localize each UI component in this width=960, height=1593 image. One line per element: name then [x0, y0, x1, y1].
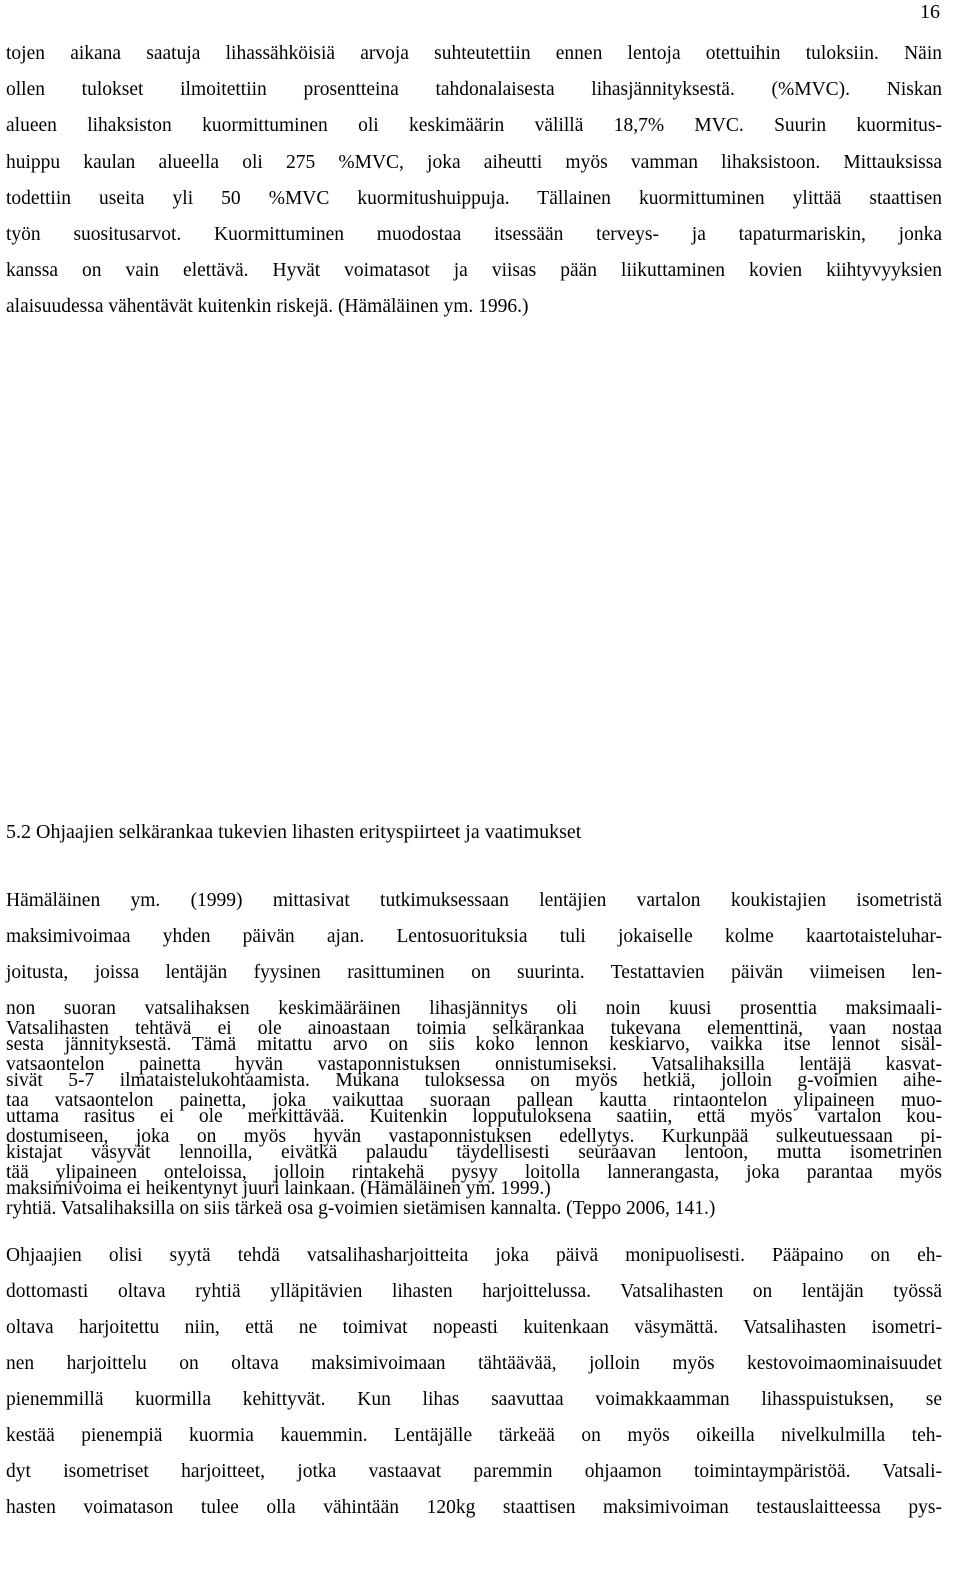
paragraph-abdominal-function: [6, 1011, 942, 1227]
text-line: työn suositusarvot. Kuormittuminen muodostaa itsessään terveys- ja tapaturmariskin, jonka: [6, 223, 942, 245]
text-line: tojen aikana saatuja lihassähköisiä arvoja suhteutettiin ennen lentoja otettuihin tuloksiin. Näin: [6, 43, 942, 64]
text-line: kestää pienempiä kuormia kauemmin. Lentäjälle tärkeää on myös oikeilla nivelkulmilla teh-: [6, 1425, 942, 1446]
text-line: pienemmillä kuormilla kehittyvät. Kun lihas saavuttaa voimakkaamman lihasspuistuksen, se: [6, 1389, 942, 1410]
text-line: hasten voimatason tulee olla vähintään 120kg staattisen maksimivoiman testauslaitteessa pys-: [6, 1497, 942, 1518]
paragraph-training-recommendations: [6, 1238, 942, 1526]
text-line: ollen tulokset ilmoitettiin prosentteina tahdonalaisesta lihasjännityksestä. (%MVC). Niskan: [6, 79, 942, 101]
text-line: dottomasti oltava ryhtiä ylläpitävien lihasten harjoittelussa. Vatsalihasten on lentäjän työssä: [6, 1281, 942, 1302]
text-line: maksimivoimaa yhden päivän ajan. Lentosuorituksia tuli jokaiselle kolme kaartotaisteluhar-: [6, 926, 942, 947]
text-line: maksimivoima ei heikentynyt juuri lainkaan. (Hämäläinen ym. 1999.): [6, 1178, 551, 1199]
paragraph-mvc-results: [6, 36, 942, 326]
text-line: sesta jännityksestä. Tämä mitattu arvo on siis koko lennon keskiarvo, vaikka itse lennot sisäl-: [6, 1034, 942, 1055]
text-line: Hämäläinen ym. (1999) mittasivat tutkimuksessaan lentäjien vartalon koukistajien isometristä: [6, 890, 942, 911]
text-line: nen harjoittelu on oltava maksimivoimaan tähtäävää, jolloin myös kestovoimaominaisuudet: [6, 1353, 942, 1374]
text-line: kanssa on vain elettävä. Hyvät voimatasot ja viisas pään liikuttaminen kovien kiihtyvyyksien: [6, 260, 942, 282]
text-line: non suoran vatsalihaksen keskimääräinen lihasjännitys oli noin kuusi prosenttia maksimaali-: [6, 998, 942, 1019]
text-line: vatsaontelon painetta hyvän vastaponnistuksen onnistumiseksi. Vatsalihaksilla lentäjä kasvat-: [6, 1054, 942, 1075]
text-line: kistajat väsyvät lennoilla, eivätkä palaudu täydellisesti seuraavan lentoon, mutta isometrinen: [6, 1142, 942, 1163]
text-line: tää ylipaineen onteloissa, jolloin rintakehä pysyy loitolla lannerangasta, joka parantaa myös: [6, 1162, 942, 1183]
text-line: joitusta, joissa lentäjän fyysinen rasittuminen on suurinta. Testattavien päivän viimeisen len-: [6, 962, 942, 983]
section-heading-text: 5.2 Ohjaajien selkärankaa tukevien lihasten erityspiirteet ja vaatimukset: [6, 821, 582, 843]
text-line: taa vatsaontelon painetta, joka vaikuttaa suoraan pallean kautta rintaontelon ylipaineen muo-: [6, 1090, 942, 1111]
text-line: alueen lihaksiston kuormittuminen oli keskimäärin välillä 18,7% MVC. Suurin kuormitus-: [6, 115, 942, 137]
page-number: 16: [920, 1, 940, 23]
text-line: dyt isometriset harjoitteet, jotka vastaavat paremmin ohjaamon toimintaympäristöä. Vatsali-: [6, 1461, 942, 1482]
text-line: todettiin useita yli 50 %MVC kuormitushuippuja. Tällainen kuormittuminen ylittää staattisen: [6, 187, 942, 209]
text-line: huippu kaulan alueella oli 275 %MVC, joka aiheutti myös vamman lihaksistoon. Mittauksissa: [6, 151, 942, 173]
section-heading: [6, 814, 942, 850]
text-line: sivät 5-7 ilmataistelukohtaamista. Mukana tuloksessa on myös hetkiä, jolloin g-voimien aihe-: [6, 1070, 942, 1091]
text-line: alaisuudessa vähentävät kuitenkin riskejä. (Hämäläinen ym. 1996.): [6, 296, 529, 318]
text-line: uttama rasitus ei ole merkittävää. Kuitenkin lopputuloksena saatiin, että myös vartalon kou-: [6, 1106, 942, 1127]
text-line: Vatsalihasten tehtävä ei ole ainoastaan toimia selkärankaa tukevana elementtinä, vaan nostaa: [6, 1018, 942, 1039]
text-line: ryhtiä. Vatsalihaksilla on siis tärkeä osa g-voimien sietämisen kannalta. (Teppo 2006, 141.): [6, 1198, 716, 1219]
text-line: dostumiseen, joka on myös hyvän vastaponnistuksen edellytys. Kurkunpää sulkeutuessaan pi-: [6, 1126, 942, 1147]
text-line: oltava harjoitettu niin, että ne toimivat nopeasti kuitenkaan väsymättä. Vatsalihasten isometri-: [6, 1317, 942, 1338]
text-line: Ohjaajien olisi syytä tehdä vatsalihasharjoitteita joka päivä monipuolisesti. Pääpaino on eh-: [6, 1245, 942, 1266]
